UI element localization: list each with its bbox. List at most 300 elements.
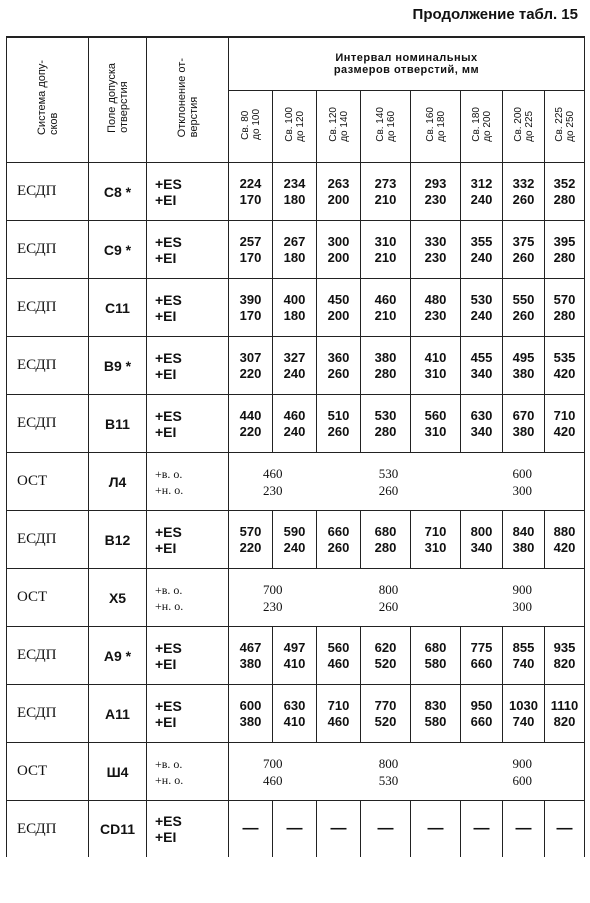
range-label: Св. 160 до 180: [424, 106, 447, 142]
upper-value: 680: [424, 639, 447, 655]
range-label: Св. 100 до 120: [283, 106, 306, 142]
upper-value: 600: [239, 697, 262, 713]
upper-value: 900: [512, 581, 532, 597]
upper-value: 710: [424, 523, 447, 539]
lower-value: 520: [374, 713, 397, 729]
deviation-lower: +EI: [155, 307, 177, 324]
upper-value: 440: [239, 407, 262, 423]
lower-value: 600: [512, 772, 532, 788]
value-cell: [411, 511, 461, 569]
upper-value: 224: [239, 175, 262, 191]
lower-value: 240: [283, 423, 306, 439]
lower-value: 380: [239, 713, 262, 729]
upper-value: 680: [374, 523, 397, 539]
value-cell: [273, 337, 317, 395]
header-system: Система допу- сков: [7, 37, 89, 163]
lower-value: 740: [512, 655, 535, 671]
value-cell: [317, 627, 361, 685]
merged-value-cell: [317, 743, 461, 801]
table-row: [7, 511, 585, 569]
upper-value: 355: [470, 233, 493, 249]
upper-value: 535: [553, 349, 576, 365]
upper-value: 700: [263, 581, 283, 597]
range-label: Св. 200 до 225: [512, 106, 535, 142]
upper-value: 360: [327, 349, 350, 365]
upper-value: 460: [263, 465, 283, 481]
upper-value: 950: [470, 697, 493, 713]
upper-value: 530: [378, 465, 399, 481]
table-row: [7, 801, 585, 858]
merged-value-cell: [461, 743, 585, 801]
empty-value-cell: —: [411, 801, 461, 858]
upper-value: 855: [512, 639, 535, 655]
field-cell: C8 *: [89, 163, 147, 221]
lower-value: 220: [239, 365, 262, 381]
upper-value: 710: [327, 697, 350, 713]
range-label: Св. 80 до 100: [239, 108, 262, 140]
field-cell: B9 *: [89, 337, 147, 395]
deviation-lower: +н. о.: [155, 772, 184, 787]
merged-value-cell: [461, 453, 585, 511]
upper-value: 307: [239, 349, 262, 365]
lower-value: 280: [374, 365, 397, 381]
merged-value-cell: [317, 453, 461, 511]
upper-value: 257: [239, 233, 262, 249]
value-cell: [361, 337, 411, 395]
header-deviation: Отклонение от- верстия: [147, 37, 229, 163]
upper-value: 560: [424, 407, 447, 423]
upper-value: 775: [470, 639, 493, 655]
field-cell: Л4: [89, 453, 147, 511]
deviation-upper: +в. о.: [155, 466, 183, 481]
table-row: [7, 279, 585, 337]
value-cell: [545, 627, 585, 685]
lower-value: 300: [512, 482, 532, 498]
upper-value: 332: [512, 175, 535, 191]
table-caption: Продолжение табл. 15: [412, 6, 578, 23]
value-cell: [273, 279, 317, 337]
upper-value: 900: [512, 755, 532, 771]
value-cell: [503, 337, 545, 395]
lower-value: 340: [470, 539, 493, 555]
lower-value: 210: [374, 191, 397, 207]
lower-value: 260: [327, 539, 350, 555]
deviation-upper: +ES: [155, 523, 182, 540]
value-cell: [545, 395, 585, 453]
system-cell: ЕСДП: [7, 337, 89, 395]
value-cell: [545, 511, 585, 569]
lower-value: 460: [327, 713, 350, 729]
deviation-lower: +н. о.: [155, 598, 184, 613]
upper-value: 467: [239, 639, 262, 655]
upper-value: 630: [470, 407, 493, 423]
lower-value: 260: [512, 191, 535, 207]
deviation-cell: [147, 743, 229, 801]
value-cell: [461, 395, 503, 453]
lower-value: 240: [470, 191, 493, 207]
field-cell: CD11: [89, 801, 147, 858]
lower-value: 380: [239, 655, 262, 671]
upper-value: 310: [374, 233, 397, 249]
lower-value: 170: [239, 191, 262, 207]
empty-value-cell: —: [503, 801, 545, 858]
value-cell: [317, 395, 361, 453]
upper-value: 800: [378, 581, 399, 597]
deviation-lower: +EI: [155, 249, 177, 266]
empty-value-cell: —: [545, 801, 585, 858]
table-row: [7, 221, 585, 279]
header-range-7: [545, 91, 585, 163]
upper-value: 550: [512, 291, 535, 307]
value-cell: [273, 163, 317, 221]
lower-value: 210: [374, 307, 397, 323]
header-range-5: [461, 91, 503, 163]
lower-value: 240: [470, 307, 493, 323]
deviation-lower: +EI: [155, 539, 177, 556]
field-cell: B11: [89, 395, 147, 453]
deviation-lower: +EI: [155, 655, 177, 672]
lower-value: 460: [263, 772, 283, 788]
lower-value: 230: [263, 598, 283, 614]
table-row: [7, 163, 585, 221]
table-row: [7, 685, 585, 743]
value-cell: [317, 163, 361, 221]
table-row: [7, 743, 585, 801]
upper-value: 380: [374, 349, 397, 365]
header-range-1: [273, 91, 317, 163]
deviation-cell: [147, 569, 229, 627]
lower-value: 380: [512, 539, 535, 555]
value-cell: [545, 163, 585, 221]
value-cell: [461, 163, 503, 221]
deviation-cell: [147, 453, 229, 511]
value-cell: [273, 395, 317, 453]
lower-value: 260: [327, 423, 350, 439]
deviation-lower: +EI: [155, 829, 177, 845]
range-label: Св. 225 до 250: [553, 106, 576, 142]
upper-value: 300: [327, 233, 350, 249]
field-cell: A11: [89, 685, 147, 743]
value-cell: [229, 511, 273, 569]
system-cell: ОСТ: [7, 743, 89, 801]
lower-value: 420: [553, 423, 576, 439]
upper-value: 800: [378, 755, 399, 771]
table-row: [7, 453, 585, 511]
upper-value: 770: [374, 697, 397, 713]
empty-value-cell: —: [461, 801, 503, 858]
deviation-cell: [147, 627, 229, 685]
lower-value: 520: [374, 655, 397, 671]
lower-value: 210: [374, 249, 397, 265]
value-cell: [411, 221, 461, 279]
lower-value: 260: [378, 482, 399, 498]
value-cell: [503, 163, 545, 221]
upper-value: 530: [470, 291, 493, 307]
value-cell: [411, 627, 461, 685]
lower-value: 200: [327, 249, 350, 265]
value-cell: [273, 627, 317, 685]
lower-value: 310: [424, 539, 447, 555]
upper-value: 935: [553, 639, 576, 655]
system-cell: ЕСДП: [7, 395, 89, 453]
upper-value: 312: [470, 175, 493, 191]
value-cell: [229, 163, 273, 221]
header-range-4: [411, 91, 461, 163]
upper-value: 700: [263, 755, 283, 771]
lower-value: 220: [239, 423, 262, 439]
deviation-upper: +ES: [155, 349, 182, 366]
table-row: [7, 337, 585, 395]
lower-value: 740: [512, 713, 535, 729]
upper-value: 800: [470, 523, 493, 539]
header-range-0: [229, 91, 273, 163]
range-label: Св. 140 до 160: [374, 106, 397, 142]
upper-value: 293: [424, 175, 447, 191]
lower-value: 220: [239, 539, 262, 555]
upper-value: 263: [327, 175, 350, 191]
upper-value: 590: [283, 523, 306, 539]
lower-value: 310: [424, 423, 447, 439]
upper-value: 600: [512, 465, 532, 481]
deviation-cell: [147, 163, 229, 221]
lower-value: 240: [283, 539, 306, 555]
header-interval: Интервал номинальных размеров отверстий, мм: [229, 37, 585, 91]
value-cell: [503, 627, 545, 685]
deviation-upper: +ES: [155, 813, 182, 829]
upper-value: 570: [553, 291, 576, 307]
lower-value: 310: [424, 365, 447, 381]
upper-value: 395: [553, 233, 576, 249]
value-cell: [229, 337, 273, 395]
value-cell: [411, 279, 461, 337]
lower-value: 820: [553, 655, 576, 671]
system-cell: ЕСДП: [7, 685, 89, 743]
value-cell: [361, 511, 411, 569]
lower-value: 240: [283, 365, 306, 381]
value-cell: [461, 511, 503, 569]
lower-value: 180: [283, 307, 306, 323]
upper-value: 880: [553, 523, 576, 539]
lower-value: 460: [327, 655, 350, 671]
value-cell: [461, 279, 503, 337]
upper-value: 400: [283, 291, 306, 307]
lower-value: 260: [378, 598, 399, 614]
deviation-upper: +в. о.: [155, 756, 183, 771]
upper-value: 460: [283, 407, 306, 423]
lower-value: 180: [283, 191, 306, 207]
lower-value: 170: [239, 249, 262, 265]
lower-value: 280: [374, 539, 397, 555]
value-cell: [503, 395, 545, 453]
deviation-lower: +н. о.: [155, 482, 184, 497]
value-cell: [273, 685, 317, 743]
value-cell: [229, 685, 273, 743]
upper-value: 352: [553, 175, 576, 191]
deviation-upper: +в. о.: [155, 582, 183, 597]
value-cell: [503, 685, 545, 743]
system-cell: ОСТ: [7, 569, 89, 627]
field-cell: C11: [89, 279, 147, 337]
value-cell: [411, 337, 461, 395]
field-cell: A9 *: [89, 627, 147, 685]
deviation-upper: +ES: [155, 175, 182, 192]
value-cell: [361, 221, 411, 279]
upper-value: 390: [239, 291, 262, 307]
header-range-3: [361, 91, 411, 163]
lower-value: 230: [424, 191, 447, 207]
lower-value: 380: [512, 423, 535, 439]
lower-value: 260: [327, 365, 350, 381]
upper-value: 410: [424, 349, 447, 365]
upper-value: 234: [283, 175, 306, 191]
system-cell: ОСТ: [7, 453, 89, 511]
header-field: Поле допуска отверстия: [89, 37, 147, 163]
value-cell: [411, 163, 461, 221]
upper-value: 570: [239, 523, 262, 539]
upper-value: 830: [424, 697, 447, 713]
header-range-2: [317, 91, 361, 163]
lower-value: 340: [470, 365, 493, 381]
value-cell: [229, 221, 273, 279]
lower-value: 280: [553, 191, 576, 207]
system-cell: ЕСДП: [7, 511, 89, 569]
range-label: Св. 120 до 140: [327, 106, 350, 142]
deviation-cell: [147, 511, 229, 569]
deviation-lower: +EI: [155, 713, 177, 730]
value-cell: [461, 627, 503, 685]
value-cell: [229, 627, 273, 685]
lower-value: 660: [470, 713, 493, 729]
lower-value: 580: [424, 655, 447, 671]
lower-value: 230: [424, 307, 447, 323]
system-cell: ЕСДП: [7, 627, 89, 685]
deviation-cell: [147, 337, 229, 395]
table-row: [7, 627, 585, 685]
lower-value: 580: [424, 713, 447, 729]
value-cell: [317, 511, 361, 569]
upper-value: 495: [512, 349, 535, 365]
value-cell: [503, 511, 545, 569]
lower-value: 420: [553, 539, 576, 555]
lower-value: 280: [374, 423, 397, 439]
lower-value: 340: [470, 423, 493, 439]
lower-value: 420: [553, 365, 576, 381]
value-cell: [461, 221, 503, 279]
value-cell: [411, 685, 461, 743]
deviation-upper: +ES: [155, 639, 182, 656]
upper-value: 327: [283, 349, 306, 365]
lower-value: 410: [283, 655, 306, 671]
value-cell: [273, 221, 317, 279]
upper-value: 510: [327, 407, 350, 423]
value-cell: [317, 685, 361, 743]
lower-value: 180: [283, 249, 306, 265]
value-cell: [229, 395, 273, 453]
value-cell: [503, 221, 545, 279]
empty-value-cell: —: [273, 801, 317, 858]
lower-value: 200: [327, 191, 350, 207]
field-cell: C9 *: [89, 221, 147, 279]
value-cell: [545, 337, 585, 395]
lower-value: 260: [512, 249, 535, 265]
header-range-6: [503, 91, 545, 163]
value-cell: [545, 279, 585, 337]
upper-value: 630: [283, 697, 306, 713]
merged-value-cell: [229, 743, 317, 801]
value-cell: [461, 685, 503, 743]
system-cell: ЕСДП: [7, 279, 89, 337]
lower-value: 660: [470, 655, 493, 671]
upper-value: 1030: [509, 697, 538, 713]
upper-value: 660: [327, 523, 350, 539]
value-cell: [545, 221, 585, 279]
deviation-lower: +EI: [155, 365, 177, 382]
upper-value: 455: [470, 349, 493, 365]
lower-value: 230: [424, 249, 447, 265]
upper-value: 450: [327, 291, 350, 307]
upper-value: 273: [374, 175, 397, 191]
lower-value: 200: [327, 307, 350, 323]
upper-value: 330: [424, 233, 447, 249]
system-cell: ЕСДП: [7, 221, 89, 279]
field-cell: X5: [89, 569, 147, 627]
value-cell: [361, 279, 411, 337]
upper-value: 670: [512, 407, 535, 423]
upper-value: 480: [424, 291, 447, 307]
lower-value: 410: [283, 713, 306, 729]
lower-value: 380: [512, 365, 535, 381]
tolerance-table: [6, 36, 585, 857]
upper-value: 560: [327, 639, 350, 655]
value-cell: [273, 511, 317, 569]
merged-value-cell: [229, 453, 317, 511]
lower-value: 240: [470, 249, 493, 265]
range-label: Св. 180 до 200: [470, 106, 493, 142]
value-cell: [229, 279, 273, 337]
value-cell: [317, 279, 361, 337]
value-cell: [361, 395, 411, 453]
value-cell: [461, 337, 503, 395]
deviation-upper: +ES: [155, 233, 182, 250]
lower-value: 530: [378, 772, 399, 788]
lower-value: 300: [512, 598, 532, 614]
deviation-lower: +EI: [155, 423, 177, 440]
value-cell: [317, 337, 361, 395]
deviation-lower: +EI: [155, 191, 177, 208]
lower-value: 170: [239, 307, 262, 323]
field-cell: B12: [89, 511, 147, 569]
deviation-upper: +ES: [155, 407, 182, 424]
upper-value: 1110: [550, 697, 579, 713]
deviation-cell: [147, 395, 229, 453]
deviation-cell: [147, 685, 229, 743]
lower-value: 280: [553, 307, 576, 323]
lower-value: 260: [512, 307, 535, 323]
system-cell: ЕСДП: [7, 801, 89, 858]
upper-value: 267: [283, 233, 306, 249]
value-cell: [317, 221, 361, 279]
upper-value: 620: [374, 639, 397, 655]
deviation-upper: +ES: [155, 697, 182, 714]
value-cell: [361, 163, 411, 221]
merged-value-cell: [317, 569, 461, 627]
lower-value: 820: [553, 713, 576, 729]
merged-value-cell: [461, 569, 585, 627]
empty-value-cell: —: [317, 801, 361, 858]
deviation-upper: +ES: [155, 291, 182, 308]
empty-value-cell: —: [229, 801, 273, 858]
empty-value-cell: —: [361, 801, 411, 858]
